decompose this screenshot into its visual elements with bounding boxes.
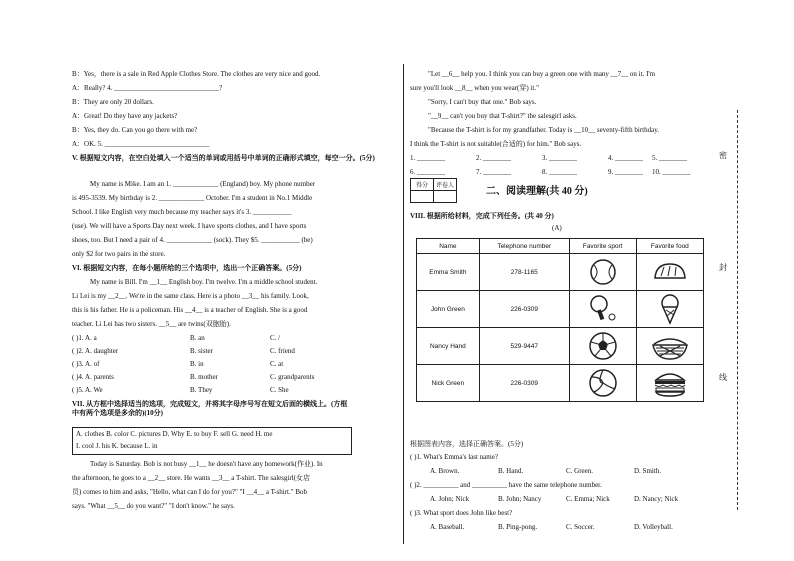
cell-phone: 529-9447 [479, 328, 569, 365]
choice-option: B. mother [190, 373, 218, 381]
table-row [417, 328, 704, 365]
header-food: Favorite food [636, 239, 703, 254]
answer-blank[interactable]: 8. ________ [542, 168, 577, 176]
question-option[interactable]: C. Green. [566, 467, 594, 475]
answer-blank[interactable]: 2. ________ [476, 154, 511, 162]
choice-row: ( )4. A. parents [72, 373, 114, 381]
choice-row: ( )2. A. daughter [72, 347, 119, 355]
page-divider [403, 64, 404, 544]
choice-option: B. They [190, 386, 213, 394]
choice-option: B. sister [190, 347, 213, 355]
dialog-line: A：OK. 5. ______________________________ [72, 140, 210, 148]
passage-line: My name is Mike. I am an 1. _____________ (England) boy. My phone number [90, 180, 316, 188]
answer-blank[interactable]: 5. ________ [652, 154, 687, 162]
question-option[interactable]: D. Nancy; Nick [634, 495, 679, 503]
seal-char: 封 [719, 263, 727, 272]
question-option[interactable]: C. Emma; Nick [566, 495, 610, 503]
story-line: I think the T-shirt is not suitable(合适的) for him." Bob says. [410, 140, 582, 148]
header-sport: Favorite sport [569, 239, 636, 254]
question-option[interactable]: B. Hand. [498, 467, 524, 475]
dialog-line: A：Really? 4. ______________________________? [72, 84, 223, 92]
info-table [416, 238, 704, 402]
binding-line [737, 110, 738, 510]
question-stem: ( )1. What's Emma's last name? [410, 453, 498, 461]
choice-option: B. an [190, 334, 205, 342]
answer-blank[interactable]: 9. ________ [608, 168, 643, 176]
choice-option: C. / [270, 334, 281, 342]
choice-option: B. in [190, 360, 204, 368]
story-line: sure you'll look __8__ when you wear(穿) it." [410, 84, 539, 92]
story-line: "Sorry, I can't buy that one." Bob says. [428, 98, 537, 106]
question-option[interactable]: C. Soccer. [566, 523, 595, 531]
question-option[interactable]: A. John; Nick [430, 495, 470, 503]
question-option[interactable]: A. Brown. [430, 467, 460, 475]
section-6-heading: VI. 根据短文内容，在每小题所给的三个选项中，选出一个正确答案。(5分) [72, 264, 302, 272]
seal-char: 密 [719, 151, 727, 160]
story-line: "Because the T-shirt is for my grandfather. Today is __10__ seventy-fifth birthday. [428, 126, 659, 134]
question-option[interactable]: D. Volleyball. [634, 523, 673, 531]
choice-option: C. She [270, 386, 289, 394]
question-stem: ( )3. What sport does John like best? [410, 509, 513, 517]
grader-cell [434, 191, 457, 203]
table-row [417, 365, 704, 402]
passage-line: shoes, too. But I need a pair of 4. _____________ (sock). They $5. ___________ (be) [72, 236, 313, 244]
ping-pong-icon [569, 291, 636, 328]
story-line: "Let __6__ help you. I think you can buy a green one with many __7__ on it. I'm [428, 70, 656, 78]
seal-char: 线 [719, 373, 727, 382]
dialog-line: B：Yes, they do. Can you go there with me? [72, 126, 198, 134]
answer-blank[interactable]: 3. ________ [542, 154, 577, 162]
score-box [410, 178, 457, 203]
volleyball-icon [569, 365, 636, 402]
story-line: Today is Saturday. Bob is not busy __1__ he doesn't have any homework(作业). In [90, 460, 323, 468]
passage-line: teacher. Li Lei has two sisters. __5__ are twins(双胞胎). [72, 320, 231, 328]
section-title: 二、阅读理解(共 40 分) [486, 186, 588, 197]
choice-option: C. friend [270, 347, 295, 355]
baseball-icon [569, 254, 636, 291]
passage-line: only $2 for two pairs in the store. [72, 250, 166, 258]
cell-phone: 226-0309 [479, 365, 569, 402]
header-name: Name [417, 239, 480, 254]
question-stem: ( )2. __________ and __________ have the same telephone number. [410, 481, 602, 489]
ice-cream-icon [636, 291, 703, 328]
dialog-line: A：Great! Do they have any jackets? [72, 112, 178, 120]
hamburger-icon [636, 365, 703, 402]
bread-icon [636, 254, 703, 291]
cell-name: Nancy Hand [417, 328, 480, 365]
choice-row: ( )1. A. a [72, 334, 97, 342]
word-box-row: A. clothes B. color C. pictures D. Why E. to buy F. sell G. need H. me [76, 430, 273, 438]
section-5-heading: V. 根据短文内容，在空白处填入一个适当的单词或用括号中单词的正确形式填空，每空一分。(5分) [72, 154, 375, 162]
word-box-row: I. cool J. his K. because L. in [76, 442, 158, 450]
table-row [417, 254, 704, 291]
left-page [72, 0, 397, 561]
passage-line: My name is Bill. I'm __1__ English boy. I'm twelve. I'm a middle school student. [90, 278, 318, 286]
answer-blank[interactable]: 4. ________ [608, 154, 643, 162]
story-line: says. "What __5__ do you want?" "I don't know." he says. [72, 502, 235, 510]
story-line: "__9__ can't you buy that T-shirt?" the salesgirl asks. [428, 112, 577, 120]
question-option[interactable]: D. Smith. [634, 467, 662, 475]
question-option[interactable]: A. Baseball. [430, 523, 465, 531]
section-7-heading: VII. 从方框中选择适当的选项，完成短文，并将其字母序号写在短文后面的横线上。(方框中有两个选项是多余的)(10分) [72, 400, 348, 417]
header-phone: Telephone number [479, 239, 569, 254]
right-page [410, 0, 710, 561]
choice-option: C. at [270, 360, 284, 368]
choice-row: ( )5. A. We [72, 386, 103, 394]
score-cell [411, 191, 434, 203]
cell-phone: 226-0309 [479, 291, 569, 328]
cell-phone: 278-1165 [479, 254, 569, 291]
dialog-line: B：Yes，there is a sale in Red Apple Clothes Store. The clothes are very nice and good. [72, 70, 321, 78]
story-line: 员) comes to him and asks, "Hello, what can I do for you?" "I __4__ a T-shirt." Bob [72, 488, 308, 496]
passage-line: this is his father. He is a policeman. His __4__ is a teacher of English. She is a good [72, 306, 308, 314]
dialog-line: B：They are only 20 dollars. [72, 98, 154, 106]
question-option[interactable]: B. John; Nancy [498, 495, 542, 503]
table-row [417, 291, 704, 328]
cell-name: Emma Smith [417, 254, 480, 291]
passage-line: (use). We will have a Sports Day next week. I have sports clothes, and I have sports [72, 222, 307, 230]
passage-line: Li Lei is my __2__. We're in the same class. Here is a photo __3__ his family. Look, [72, 292, 309, 300]
answer-blank[interactable]: 10. ________ [652, 168, 691, 176]
answer-blank[interactable]: 7. ________ [476, 168, 511, 176]
salad-bowl-icon [636, 328, 703, 365]
word-box [72, 427, 352, 455]
part-label: (A) [552, 224, 562, 232]
question-intro: 根据图表内容，选择正确答案。(5分) [410, 440, 524, 448]
passage-line: is 495-3539. My birthday is 2. _____________ October. I'm a student in No.1 Middle [72, 194, 313, 202]
passage-line: School. I like English very much because my teacher says it's 3. ___________ [72, 208, 292, 216]
story-line: the afternoon, he goes to a __2__ store. He wants __3__ a T-shirt. The salesgirl(女店 [72, 474, 311, 482]
answer-blank[interactable]: 1. ________ [410, 154, 445, 162]
choice-option: C. grandparents [270, 373, 315, 381]
soccer-ball-icon [569, 328, 636, 365]
cell-name: Nick Green [417, 365, 480, 402]
answer-blank[interactable]: 6. ________ [410, 168, 445, 176]
score-label: 得分 [411, 179, 434, 191]
section-8-heading: VIII. 根据所给材料，完成下列任务。(共 40 分) [410, 212, 554, 220]
cell-name: John Green [417, 291, 480, 328]
question-option[interactable]: B. Ping-pong. [498, 523, 538, 531]
choice-row: ( )3. A. of [72, 360, 100, 368]
grader-label: 评卷人 [434, 179, 457, 191]
